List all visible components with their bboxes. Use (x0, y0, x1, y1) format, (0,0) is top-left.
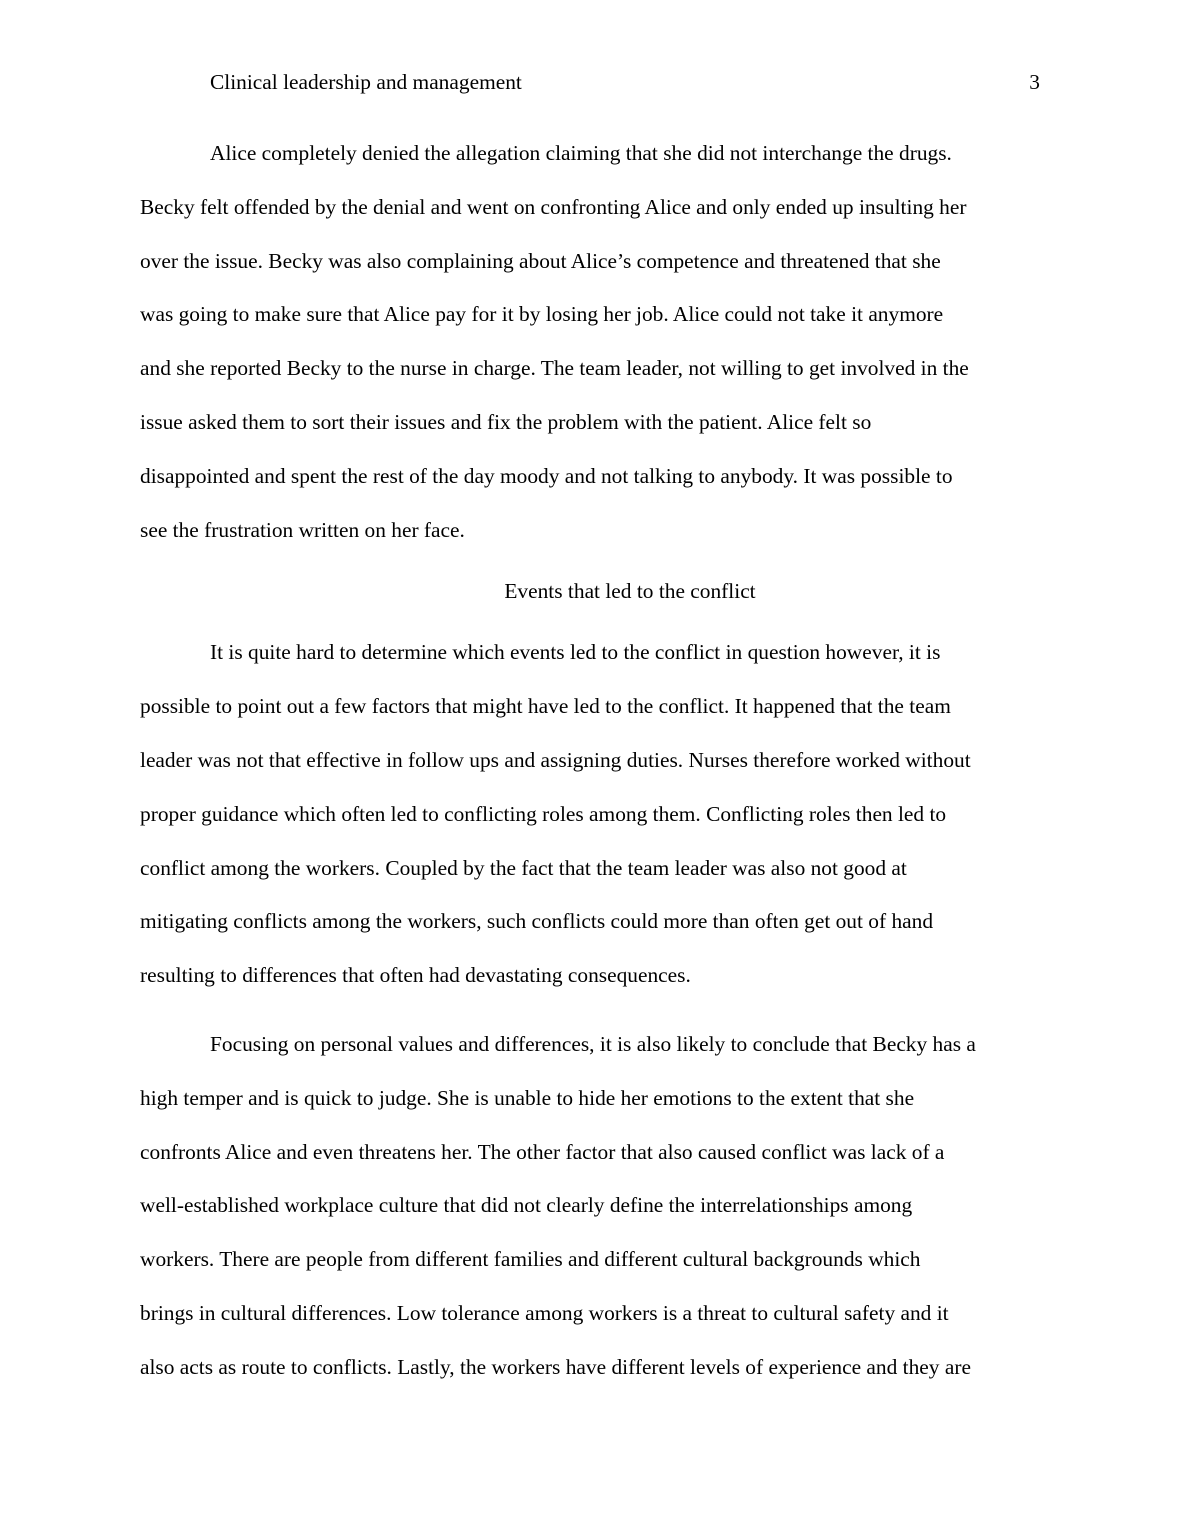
paragraph-line: conflict among the workers. Coupled by the fact that the team leader was also not good at (140, 855, 907, 880)
paragraph (140, 1018, 1050, 1395)
page-number: 3 (1029, 70, 1040, 94)
paragraph-line: over the issue. Becky was also complaining about Alice’s competence and threatened that she (140, 248, 941, 273)
paragraph-line: and she reported Becky to the nurse in charge. The team leader, not willing to get involved in the (140, 356, 969, 381)
paragraph-line: Becky felt offended by the denial and went on confronting Alice and only ended up insulting her (140, 194, 967, 219)
paragraph-line: also acts as route to conflicts. Lastly, the workers have different levels of experience and they are (140, 1354, 971, 1379)
paragraph (140, 626, 1050, 1003)
section-heading: Events that led to the conflict (504, 579, 756, 604)
paragraph-line: was going to make sure that Alice pay for it by losing her job. Alice could not take it anymore (140, 302, 944, 327)
paragraph (140, 127, 1050, 557)
paragraph-line: issue asked them to sort their issues and fix the problem with the patient. Alice felt so (140, 409, 872, 434)
page-header (210, 70, 1040, 100)
paragraph-line: possible to point out a few factors that might have led to the conflict. It happened that the team (140, 694, 951, 719)
paragraph-line: workers. There are people from different families and different cultural backgrounds which (140, 1247, 921, 1272)
paragraph-line: Alice completely denied the allegation claiming that she did not interchange the drugs. (210, 141, 952, 165)
paragraph-line: brings in cultural differences. Low tolerance among workers is a threat to cultural safety and it (140, 1300, 949, 1325)
paragraph-line: mitigating conflicts among the workers, such conflicts could more than often get out of hand (140, 909, 934, 934)
paragraph-line: well-established workplace culture that did not clearly define the interrelationships among (140, 1193, 913, 1218)
paragraph-line: disappointed and spent the rest of the day moody and not talking to anybody. It was possible to (140, 463, 953, 488)
paragraph-line: confronts Alice and even threatens her. The other factor that also caused conflict was lack of a (140, 1139, 945, 1164)
document-body (140, 127, 1050, 1395)
paragraph-line: proper guidance which often led to conflicting roles among them. Conflicting roles then led to (140, 801, 947, 826)
paragraph-line: leader was not that effective in follow ups and assigning duties. Nurses therefore worked without (140, 747, 971, 772)
running-head: Clinical leadership and management (210, 70, 522, 94)
paragraph-line: resulting to differences that often had devastating consequences. (140, 963, 691, 988)
paragraph-spacing (140, 1003, 1050, 1018)
paragraph-line: see the frustration written on her face. (140, 517, 465, 542)
paragraph-line: Focusing on personal values and differences, it is also likely to conclude that Becky has a (210, 1031, 976, 1056)
paragraph-line: It is quite hard to determine which events led to the conflict in question however, it is (210, 640, 941, 665)
paragraph-line: high temper and is quick to judge. She is unable to hide her emotions to the extent that she (140, 1085, 915, 1110)
